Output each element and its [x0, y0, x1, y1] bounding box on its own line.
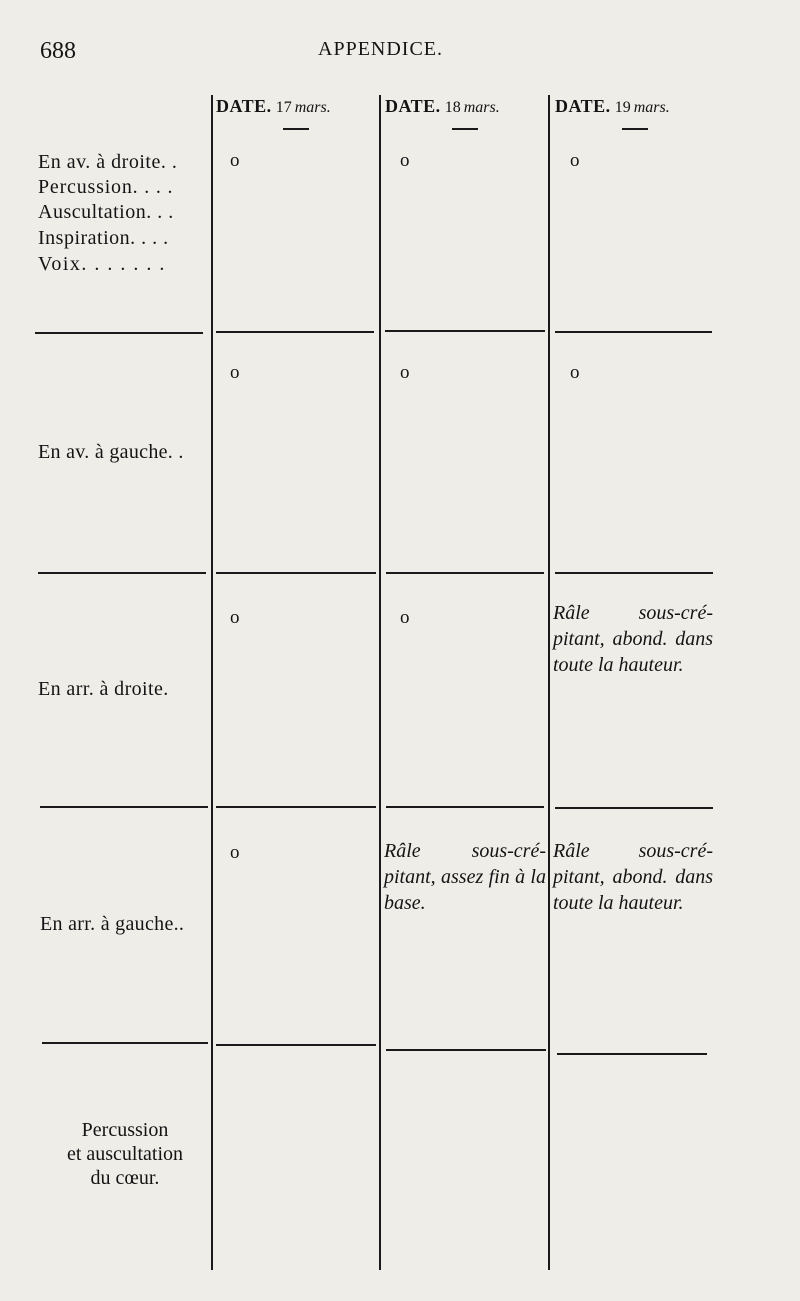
row-separator — [555, 331, 712, 333]
table-cell: Râle sous-cré-pitant, assez fin à la base. — [384, 840, 546, 914]
column-header-month: mars. — [294, 99, 331, 116]
table-cell: o — [570, 150, 580, 171]
table-cell: o — [230, 842, 240, 863]
column-header-month: mars. — [463, 99, 500, 116]
header-dash — [622, 128, 648, 130]
row-label: En arr. à gauche.. — [40, 913, 185, 935]
row-label: Auscultation. . . — [38, 201, 174, 223]
row-label: du cœur. — [90, 1167, 160, 1189]
column-rule-3 — [548, 95, 550, 1270]
table-cell: Râle sous-cré-pitant, abond. dans toute la hauteur. — [553, 602, 713, 676]
column-header-keyword: DATE. — [385, 96, 441, 116]
column-header-3 — [555, 96, 670, 117]
table-cell: o — [400, 607, 410, 628]
column-header-day: 17 — [275, 99, 292, 116]
header-dash — [452, 128, 478, 130]
row-label: et auscultation — [66, 1143, 184, 1165]
row-separator — [42, 1042, 208, 1044]
row-separator — [555, 807, 713, 809]
column-header-month: mars. — [633, 99, 670, 116]
table-cell: o — [230, 607, 240, 628]
page-number: 688 — [40, 38, 76, 64]
row-separator — [216, 572, 376, 574]
column-header-day: 19 — [614, 99, 631, 116]
row-separator — [386, 1049, 546, 1051]
row-separator — [216, 331, 374, 333]
row-separator — [385, 330, 545, 332]
table-cell: o — [400, 150, 410, 171]
column-header-2 — [385, 96, 500, 117]
column-rule-1 — [211, 95, 213, 1270]
column-header-keyword: DATE. — [216, 96, 272, 116]
column-header-keyword: DATE. — [555, 96, 611, 116]
header-dash — [283, 128, 309, 130]
running-title: APPENDICE. — [318, 38, 444, 60]
table-cell: Râle sous-cré-pitant, abond. dans toute la hauteur. — [553, 840, 713, 914]
row-separator — [386, 806, 544, 808]
row-separator — [555, 572, 713, 574]
table-cell: o — [570, 362, 580, 383]
row-label: Inspiration. . . . — [38, 227, 169, 249]
table-cell: o — [230, 150, 240, 171]
table-cell: o — [230, 362, 240, 383]
row-label: Percussion. . . . — [38, 176, 174, 198]
row-separator — [38, 572, 206, 574]
row-separator — [216, 1044, 376, 1046]
row-label: En av. à droite. . — [38, 151, 178, 173]
table-cell: o — [400, 362, 410, 383]
column-header-1 — [216, 96, 331, 117]
row-separator — [40, 806, 208, 808]
row-separator — [35, 332, 203, 334]
row-label: En av. à gauche. . — [38, 441, 184, 463]
column-header-day: 18 — [444, 99, 461, 116]
row-separator — [386, 572, 544, 574]
row-label: Percussion — [81, 1119, 169, 1141]
row-separator — [216, 806, 376, 808]
column-rule-2 — [379, 95, 381, 1270]
row-label: En arr. à droite. — [38, 678, 169, 700]
row-separator — [557, 1053, 707, 1055]
row-label: Voix. . . . . . . — [38, 253, 166, 275]
